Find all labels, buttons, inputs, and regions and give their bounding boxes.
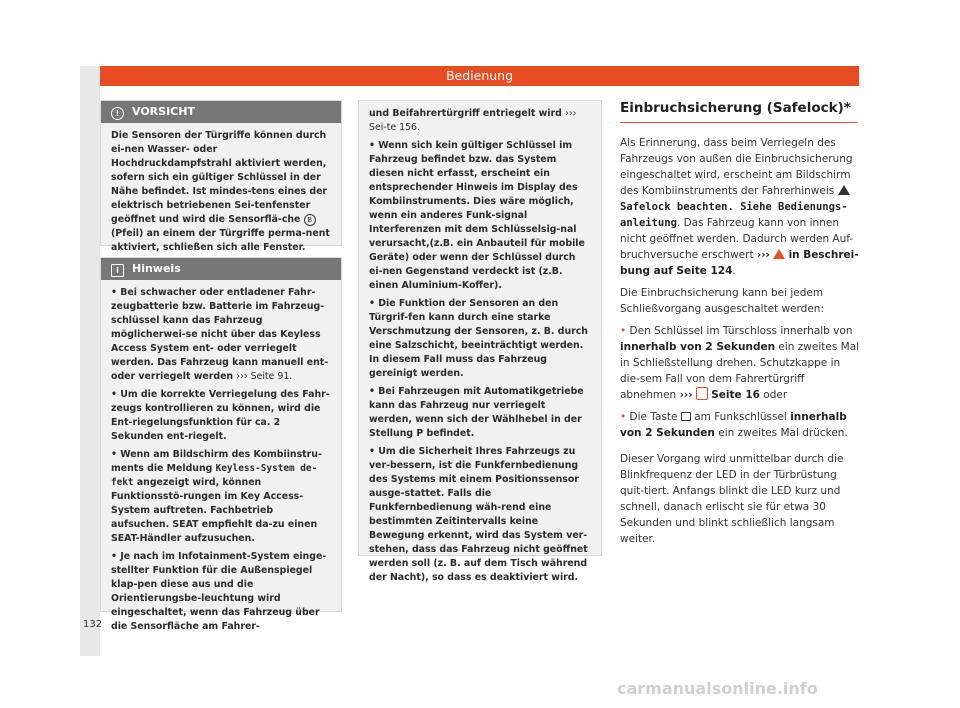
section-title: Einbruchsicherung (Safelock)* (620, 100, 857, 123)
note-box (100, 257, 342, 632)
page-ref-91[interactable]: ››› Seite 91. (236, 371, 293, 382)
page-ref-156[interactable]: ››› Sei-te 156. (369, 108, 577, 133)
note-bullet-5: • Wenn sich kein gültiger Schlüssel im Fahrzeug befindet bzw. das System diesen nicht erfasst, erscheint ein entsprechender Hinweis im Display des Kombiinstruments. Dies wäre möglich, wenn ein anderes Funk-signal Interferenzen mit dem Schlüsselsig-nal verursacht,(z.B. ein Anbauteil für mobile Geräte) oder wenn der Schlüssel durch ei-nen Gegenstand verdeckt ist (z.B. einen Aluminium-Koffer). (369, 140, 585, 291)
page-ref-16[interactable]: Seite 16 (711, 389, 760, 401)
caution-title: VORSICHT (132, 105, 195, 118)
section-list-item-2: • Die Taste am Funkschlüssel innerhalb von 2 Sekunden ein zweites Mal drücken. (620, 411, 848, 439)
info-icon: i (111, 264, 124, 277)
note-bullet-6: • Die Funktion der Sensoren an den Türgrif-fen kann durch eine starke Verschmutzung der Sensoren, z. B. durch eine Salzschicht, beeinträchtigt werden. In diesem Fall muss das Fahrzeug gereinigt werden. (369, 298, 588, 379)
note-bullet-4: • Je nach im Infotainment-System einge-stellter Funktion für die Außenspiegel klap-pen diese aus und die Orientierungsbe-leuchtung wird eingeschaltet, wenn das Fahrzeug über die Sensorfläche am Fahrer- (111, 551, 327, 632)
caution-text: Die Sensoren der Türgriffe können durch ei-nen Wasser- oder Hochdruckdampfstrahl aktiviert werden, sofern sich ein gültiger Schlüssel in der Nähe befindet. Ist mindes-tens eines der elektrisch betriebenen Sei-tenfenster geöffnet und wird die Sensorflä-che (111, 130, 328, 225)
section-safelock (620, 100, 860, 547)
note-header (101, 258, 341, 280)
page-number: 132 (83, 619, 103, 630)
note-continuation: und Beifahrertürgriff entriegelt wird ››› Sei-te 156. (369, 108, 577, 133)
note-bullet-2: • Um die korrekte Verriegelung des Fahr-zeugs kontrollieren zu können, wird die Ent-riegelungsfunktion für ca. 2 Sekunden ent-riegelt. (111, 389, 330, 442)
caution-text-end: (Pfeil) an einem der Türgriffe perma-nent aktiviert, schließen sich alle Fenster. (111, 228, 330, 253)
note-bullet-7: • Bei Fahrzeugen mit Automatikgetriebe kann das Fahrzeug nur verriegelt werden, wenn sich der Wählhebel in der Stellung P befindet. (369, 386, 584, 439)
warning-triangle-icon (838, 185, 850, 195)
section-paragraph-3: Dieser Vorgang wird unmittelbar durch die Blinkfrequenz der LED in der Türbrüstung quit-tiert. Anfangs blinkt die LED kurz und schnell, danach erlischt sie für etwa 30 Sekunden und blinkt schließlich langsam weiter. (620, 453, 844, 545)
page-header: Bedienung (100, 66, 859, 86)
lock-icon (681, 412, 691, 421)
document-icon (696, 387, 708, 400)
note-box-continued (358, 100, 602, 583)
section-list-item-1: • Den Schlüssel im Türschloss innerhalb von innerhalb von 2 Sekunden ein zweites Mal in Schließstellung drehen. Schutzkappe in die-sem Fall von dem Fahrertürgriff abnehmen ››› Seite 16 oder (620, 325, 860, 401)
note-bullet-8: • Um die Sicherheit Ihres Fahrzeugs zu ver-bessern, ist die Funkfernbedienung des Systems mit einem Positionssensor ausge-stattet. Falls die Funkfernbedienung wäh-rend eine bestimmten Zeitintervalls keine Bewegung erkennt, wird das System ver-stehen, dass das Fahrzeug nicht geöffnet werden soll (z. B. auf dem Tisch während der Nacht), so dass es deaktiviert wird. (369, 446, 588, 583)
note-bullet-3: • Wenn am Bildschirm des Kombiinstru-ments die Meldung Keyless-System de-fekt angezeigt wird, können Funktionsstö-rungen im Key Access-System auftreten. Fachbetrieb aufsuchen. SEAT empfiehlt da-zu einen SEAT-Händler aufzusuchen. (111, 449, 322, 544)
marker-b-icon: B (304, 214, 316, 226)
page-ref-124[interactable]: in Beschrei-bung auf Seite 124 (620, 249, 859, 277)
caution-header (101, 101, 341, 123)
section-paragraph-2: Die Einbruchsicherung kann bei jedem Schließvorgang ausgeschaltet werden: (620, 287, 824, 315)
caution-box (100, 100, 342, 253)
note-title: Hinweis (132, 262, 181, 275)
watermark: carmanualsonline.info (617, 679, 818, 698)
warning-circle-icon: ! (111, 107, 124, 120)
note-bullet-1: • Bei schwacher oder entladener Fahr-zeugbatterie bzw. Batterie im Fahrzeug-schlüssel kann das Fahrzeug möglicherwei-se nicht über das Keyless Access System ent- oder verriegelt werden. Das Fahrzeug kann manuell ent- oder verriegelt werden ››› Seite 91. (111, 287, 329, 382)
section-paragraph-1: Als Erinnerung, dass beim Verriegeln des Fahrzeugs von außen die Einbruchsicherung eingeschaltet wird, erscheint am Bildschirm des Kombiinstruments der Fahrerhinweis Safelock beachten. Siehe Bedienungs-anleitung. Das Fahrzeug kann von innen nicht geöffnet werden. Dadurch werden Auf-bruchversuche erschwert ››› in Beschrei-bung auf Seite 124. (620, 137, 859, 277)
warning-triangle-red-icon (773, 249, 785, 259)
